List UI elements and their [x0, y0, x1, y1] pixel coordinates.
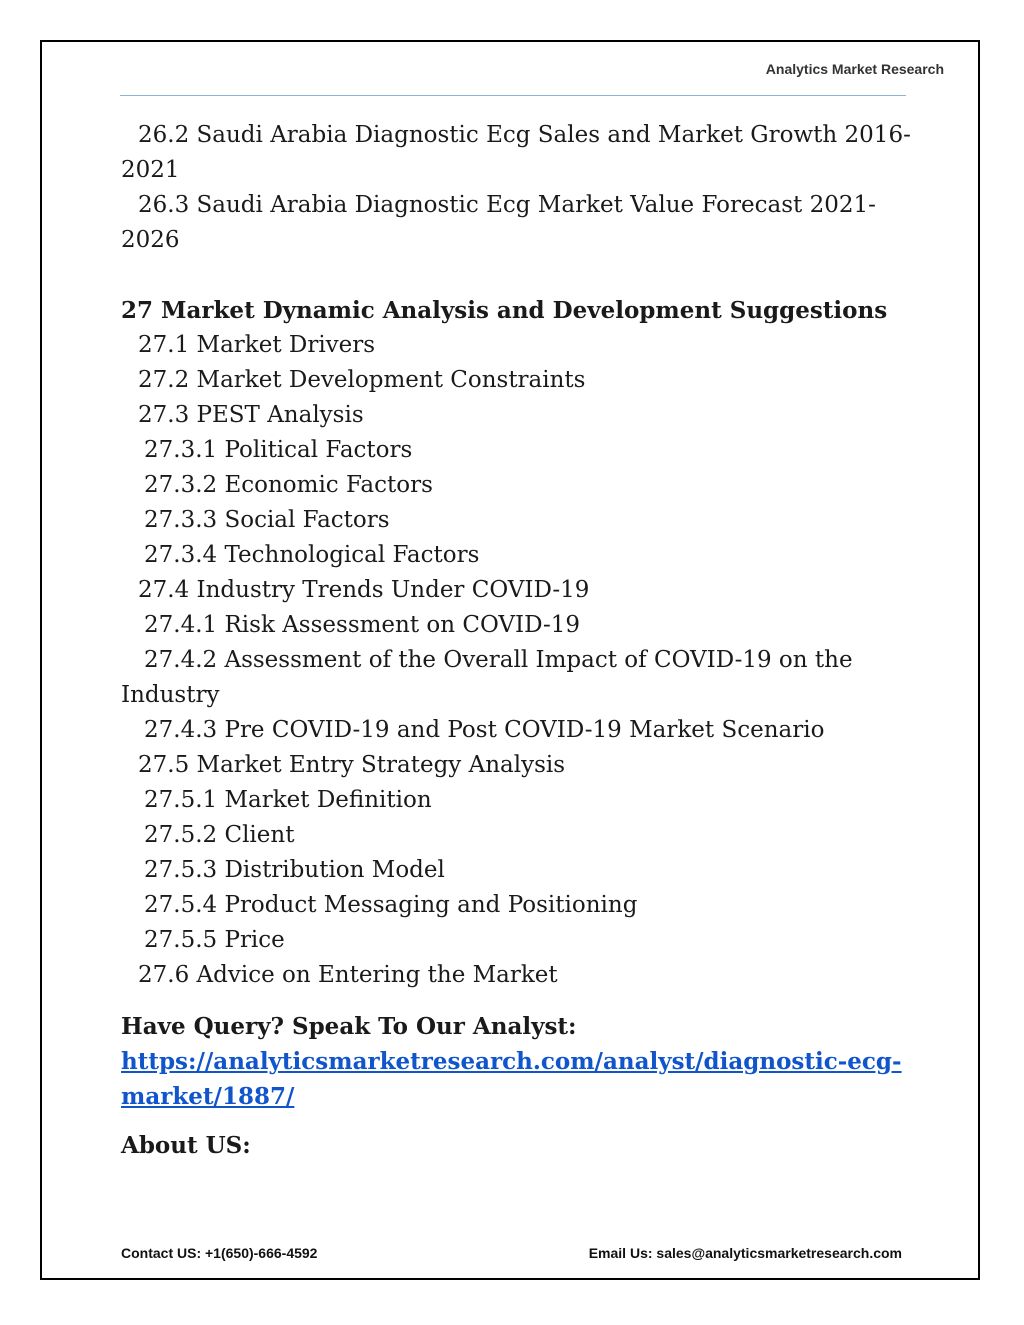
toc-item: 27.4.3 Pre COVID-19 and Post COVID-19 Market Scenario — [144, 717, 825, 743]
toc-item: 27.3 PEST Analysis — [138, 402, 364, 428]
toc-item: 27.3.1 Political Factors — [144, 437, 413, 463]
toc-item: 27.3.2 Economic Factors — [144, 472, 433, 498]
toc-item-26-3: 26.3 Saudi Arabia Diagnostic Ecg Market Value Forecast 2021-2026 — [121, 192, 876, 253]
toc-item: 27.5.4 Product Messaging and Positioning — [144, 892, 638, 918]
header-brand: Analytics Market Research — [765, 61, 944, 77]
toc-item: 27.5.3 Distribution Model — [144, 857, 445, 883]
toc-item: 27.5 Market Entry Strategy Analysis — [138, 752, 566, 778]
toc-item: 27.1 Market Drivers — [138, 332, 376, 358]
toc-item: 27.5.2 Client — [144, 822, 295, 848]
header-divider — [120, 95, 906, 96]
toc-item: 27.2 Market Development Constraints — [138, 367, 586, 393]
footer-email: Email Us: sales@analyticsmarketresearch.com — [588, 1245, 902, 1261]
about-us-heading: About US: — [121, 1132, 251, 1159]
toc-item: 27.4.2 Assessment of the Overall Impact of COVID-19 on the Industry — [121, 647, 853, 708]
document-body — [121, 118, 911, 1163]
toc-item: 27.5.1 Market Definition — [144, 787, 432, 813]
analyst-query-heading: Have Query? Speak To Our Analyst: — [121, 1013, 577, 1040]
toc-item: 27.4.1 Risk Assessment on COVID-19 — [144, 612, 581, 638]
analyst-link[interactable]: https://analyticsmarketresearch.com/analyst/diagnostic-ecg-market/1887/ — [121, 1048, 902, 1110]
toc-item: 27.4 Industry Trends Under COVID-19 — [138, 577, 590, 603]
toc-item: 27.6 Advice on Entering the Market — [138, 962, 558, 988]
footer-contact: Contact US: +1(650)-666-4592 — [121, 1245, 318, 1261]
toc-item: 27.3.3 Social Factors — [144, 507, 390, 533]
toc-item: 27.5.5 Price — [144, 927, 285, 953]
toc-item-26-2: 26.2 Saudi Arabia Diagnostic Ecg Sales and Market Growth 2016-2021 — [121, 122, 911, 183]
toc-item: 27.3.4 Technological Factors — [144, 542, 480, 568]
section-27-list — [121, 328, 911, 993]
section-27-heading: 27 Market Dynamic Analysis and Development Suggestions — [121, 297, 888, 324]
